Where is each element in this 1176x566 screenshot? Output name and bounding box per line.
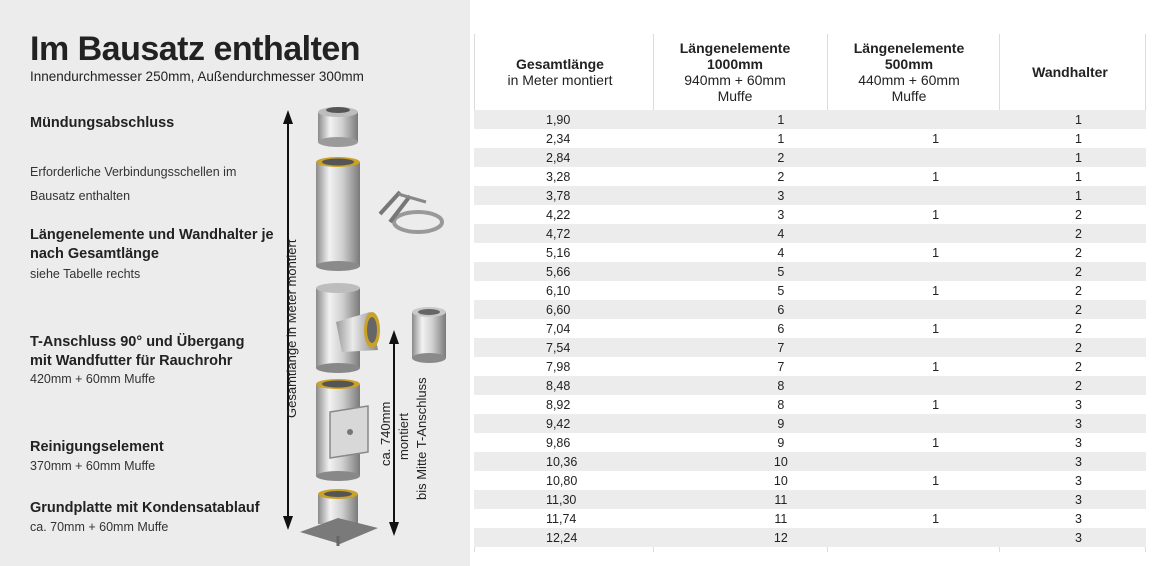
- cell-laengen-500: [860, 148, 1011, 167]
- cell-gesamtlaenge: 11,74: [474, 509, 701, 528]
- cell-wandhalter: 1: [1011, 129, 1146, 148]
- table-row: [474, 224, 1146, 243]
- table-row: [474, 262, 1146, 281]
- table-row: [474, 167, 1146, 186]
- cell-laengen-500: 1: [860, 357, 1011, 376]
- cell-gesamtlaenge: 10,80: [474, 471, 701, 490]
- cell-gesamtlaenge: 7,04: [474, 319, 701, 338]
- header-laengen-1000-detail: 940mm + 60mm: [684, 72, 786, 88]
- table-row: [474, 414, 1146, 433]
- wandfutter-icon: [412, 307, 446, 363]
- cell-laengen-500: [860, 452, 1011, 471]
- cell-wandhalter: 3: [1011, 395, 1146, 414]
- header-gesamtlaenge-title: Gesamtlänge: [516, 56, 604, 72]
- cell-laengen-500: [860, 528, 1011, 547]
- header-laengen-500-muffe: Muffe: [891, 88, 927, 104]
- cell-wandhalter: 2: [1011, 319, 1146, 338]
- cell-laengen-500: 1: [860, 281, 1011, 300]
- cell-gesamtlaenge: 3,28: [474, 167, 701, 186]
- cell-gesamtlaenge: 7,98: [474, 357, 701, 376]
- cell-gesamtlaenge: 11,30: [474, 490, 701, 509]
- cell-laengen-1000: 9: [701, 433, 860, 452]
- cell-wandhalter: 3: [1011, 509, 1146, 528]
- table-row: [474, 433, 1146, 452]
- cell-gesamtlaenge: 2,84: [474, 148, 701, 167]
- cell-gesamtlaenge: 2,34: [474, 129, 701, 148]
- table-row: [474, 528, 1146, 547]
- cell-gesamtlaenge: 5,66: [474, 262, 701, 281]
- table-row: [474, 509, 1146, 528]
- cell-gesamtlaenge: 9,42: [474, 414, 701, 433]
- cell-gesamtlaenge: 9,86: [474, 433, 701, 452]
- label-muendungsabschluss: Mündungsabschluss: [30, 115, 175, 131]
- t-anschluss-icon: [316, 283, 380, 373]
- cell-laengen-500: [860, 262, 1011, 281]
- cell-laengen-500: 1: [860, 205, 1011, 224]
- cell-laengen-500: 1: [860, 395, 1011, 414]
- cell-gesamtlaenge: 10,36: [474, 452, 701, 471]
- table-row: [474, 338, 1146, 357]
- header-laengen-1000: [646, 34, 824, 110]
- cell-laengen-1000: 6: [701, 319, 860, 338]
- cell-laengen-1000: 7: [701, 357, 860, 376]
- label-t-anschluss: T-Anschluss 90° und Übergang mit Wandfutter für Rauchrohr: [30, 334, 245, 369]
- cell-gesamtlaenge: 3,78: [474, 186, 701, 205]
- cell-laengen-1000: 10: [701, 452, 860, 471]
- cell-gesamtlaenge: 4,72: [474, 224, 701, 243]
- cell-gesamtlaenge: 7,54: [474, 338, 701, 357]
- cell-wandhalter: 2: [1011, 262, 1146, 281]
- cell-laengen-500: 1: [860, 167, 1011, 186]
- cell-wandhalter: 1: [1011, 167, 1146, 186]
- table-row: [474, 319, 1146, 338]
- cell-gesamtlaenge: 8,48: [474, 376, 701, 395]
- cell-gesamtlaenge: 4,22: [474, 205, 701, 224]
- cell-laengen-1000: 4: [701, 224, 860, 243]
- table-row: [474, 357, 1146, 376]
- length-table-panel: [474, 34, 1146, 545]
- cell-gesamtlaenge: 6,10: [474, 281, 701, 300]
- cell-wandhalter: 3: [1011, 490, 1146, 509]
- cell-gesamtlaenge: 12,24: [474, 528, 701, 547]
- page-subtitle: Innendurchmesser 250mm, Außendurchmesser 300mm: [30, 69, 364, 84]
- muendungsabschluss-icon: [318, 107, 358, 147]
- header-laengen-1000-title: Längenelemente: [679, 40, 791, 56]
- cell-laengen-500: [860, 186, 1011, 205]
- label-grundplatte: Grundplatte mit Kondensatablauf: [30, 500, 260, 516]
- header-wandhalter-title: Wandhalter: [1032, 64, 1108, 80]
- cell-laengen-1000: 3: [701, 205, 860, 224]
- page-title: Im Bausatz enthalten: [30, 30, 361, 68]
- cell-wandhalter: 3: [1011, 471, 1146, 490]
- cell-gesamtlaenge: 8,92: [474, 395, 701, 414]
- table-row: [474, 300, 1146, 319]
- cell-laengen-1000: 11: [701, 509, 860, 528]
- vertical-total-length-label: Gesamtlänge in Meter montiert: [284, 239, 299, 418]
- cell-laengen-1000: 3: [701, 186, 860, 205]
- cell-wandhalter: 2: [1011, 338, 1146, 357]
- cell-laengen-1000: 1: [701, 129, 860, 148]
- cell-wandhalter: 2: [1011, 281, 1146, 300]
- cell-laengen-500: [860, 110, 1011, 129]
- table-row: [474, 452, 1146, 471]
- header-laengen-500-detail: 440mm + 60mm: [858, 72, 960, 88]
- cell-wandhalter: 2: [1011, 376, 1146, 395]
- header-laengen-1000-size: 1000mm: [706, 56, 764, 72]
- cell-wandhalter: 2: [1011, 357, 1146, 376]
- cell-laengen-500: [860, 376, 1011, 395]
- table-row: [474, 148, 1146, 167]
- table-row: [474, 129, 1146, 148]
- length-table: [474, 110, 1146, 547]
- cell-laengen-1000: 6: [701, 300, 860, 319]
- header-laengen-500-title: Längenelemente: [853, 40, 965, 56]
- cell-gesamtlaenge: 6,60: [474, 300, 701, 319]
- table-row: [474, 243, 1146, 262]
- side-label-montiert: montiert: [396, 413, 411, 460]
- cell-laengen-1000: 10: [701, 471, 860, 490]
- cell-laengen-500: 1: [860, 433, 1011, 452]
- cell-laengen-1000: 8: [701, 395, 860, 414]
- cell-wandhalter: 2: [1011, 300, 1146, 319]
- cell-laengen-500: 1: [860, 319, 1011, 338]
- cell-wandhalter: 3: [1011, 433, 1146, 452]
- table-row: [474, 395, 1146, 414]
- header-laengen-1000-muffe: Muffe: [717, 88, 753, 104]
- note-laengenelemente: siehe Tabelle rechts: [30, 267, 141, 281]
- cell-laengen-500: [860, 490, 1011, 509]
- note-verbindungsschellen: Erforderliche Verbindungsschellen im Bausatz enthalten: [30, 165, 237, 203]
- header-laengen-500: [824, 34, 994, 110]
- cell-laengen-500: [860, 300, 1011, 319]
- cell-laengen-1000: 8: [701, 376, 860, 395]
- cell-wandhalter: 3: [1011, 452, 1146, 471]
- label-reinigungselement: Reinigungselement: [30, 439, 164, 455]
- reinigungselement-icon: [316, 379, 368, 481]
- side-label-bis-mitte: bis Mitte T-Anschluss: [414, 377, 429, 500]
- cell-laengen-500: [860, 414, 1011, 433]
- note-grundplatte: ca. 70mm + 60mm Muffe: [30, 520, 169, 534]
- cell-laengen-500: [860, 224, 1011, 243]
- table-row: [474, 376, 1146, 395]
- label-laengenelemente: Längenelemente und Wandhalter je nach Gesamtlänge: [30, 227, 274, 262]
- cell-laengen-1000: 11: [701, 490, 860, 509]
- cell-laengen-1000: 5: [701, 281, 860, 300]
- header-gesamtlaenge: [474, 34, 646, 110]
- cell-wandhalter: 2: [1011, 243, 1146, 262]
- table-row: [474, 490, 1146, 509]
- left-panel: [0, 0, 470, 566]
- cell-laengen-1000: 1: [701, 110, 860, 129]
- table-row: [474, 110, 1146, 129]
- cell-laengen-500: 1: [860, 129, 1011, 148]
- header-laengen-500-size: 500mm: [884, 56, 934, 72]
- cell-wandhalter: 1: [1011, 110, 1146, 129]
- cell-wandhalter: 3: [1011, 414, 1146, 433]
- table-row: [474, 471, 1146, 490]
- laengenelement-icon: [316, 157, 360, 271]
- table-row: [474, 205, 1146, 224]
- header-gesamtlaenge-unit: in Meter montiert: [507, 72, 613, 88]
- cell-laengen-1000: 2: [701, 148, 860, 167]
- cell-wandhalter: 1: [1011, 186, 1146, 205]
- chimney-illustration: [0, 0, 470, 566]
- header-wandhalter: [994, 34, 1146, 110]
- table-row: [474, 281, 1146, 300]
- side-label-740mm: ca. 740mm: [378, 401, 393, 466]
- wall-clamp-icon: [380, 192, 442, 232]
- table-header: [474, 34, 1146, 110]
- cell-laengen-1000: 12: [701, 528, 860, 547]
- cell-laengen-1000: 9: [701, 414, 860, 433]
- note-t-anschluss: 420mm + 60mm Muffe: [30, 372, 156, 386]
- table-row: [474, 186, 1146, 205]
- cell-laengen-500: 1: [860, 509, 1011, 528]
- cell-wandhalter: 2: [1011, 224, 1146, 243]
- cell-laengen-500: 1: [860, 471, 1011, 490]
- cell-laengen-500: [860, 338, 1011, 357]
- cell-laengen-1000: 4: [701, 243, 860, 262]
- note-reinigungselement: 370mm + 60mm Muffe: [30, 459, 156, 473]
- cell-laengen-500: 1: [860, 243, 1011, 262]
- cell-laengen-1000: 2: [701, 167, 860, 186]
- cell-wandhalter: 2: [1011, 205, 1146, 224]
- cell-gesamtlaenge: 5,16: [474, 243, 701, 262]
- cell-wandhalter: 1: [1011, 148, 1146, 167]
- cell-laengen-1000: 5: [701, 262, 860, 281]
- grundplatte-icon: [300, 489, 378, 546]
- cell-laengen-1000: 7: [701, 338, 860, 357]
- cell-gesamtlaenge: 1,90: [474, 110, 701, 129]
- cell-wandhalter: 3: [1011, 528, 1146, 547]
